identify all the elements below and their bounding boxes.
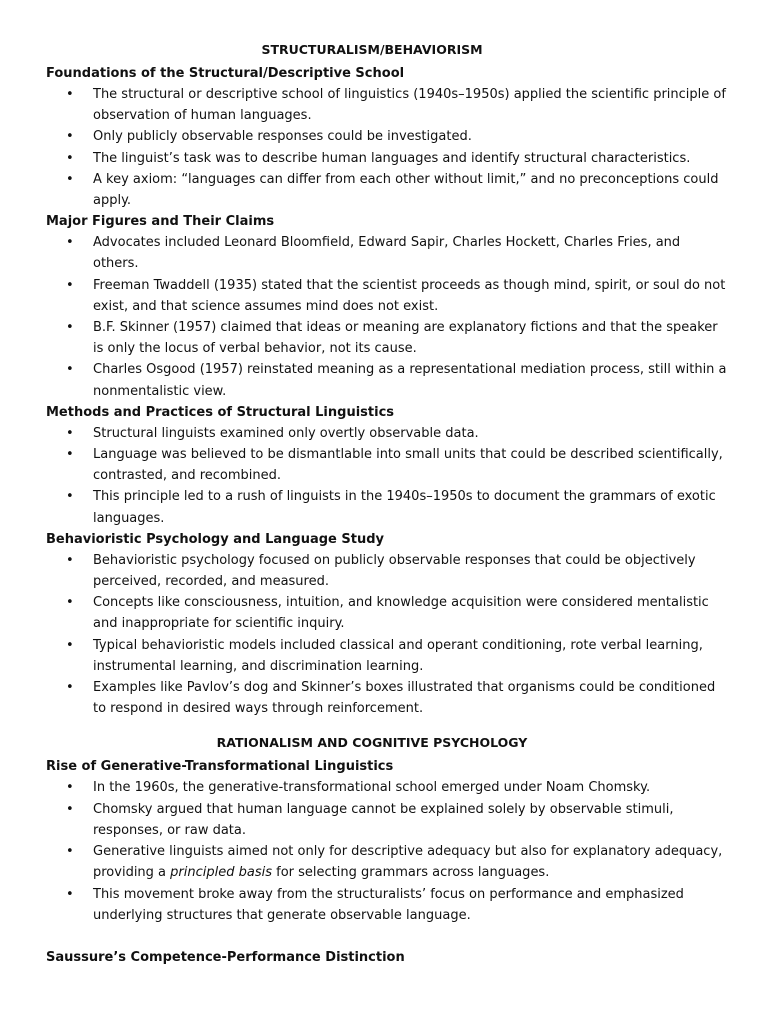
bullet-icon: • (66, 780, 74, 796)
document-subtitle: RATIONALISM AND COGNITIVE PSYCHOLOGY (216, 735, 528, 751)
section-heading-behavioristic: Behavioristic Psychology and Language Study (46, 531, 384, 547)
bullet-icon: • (66, 425, 74, 441)
bullet-icon: • (66, 171, 74, 187)
bullet-icon: • (66, 801, 74, 817)
list-item: • A key axiom: “languages can differ from each other without limit,” and no preconceptions could apply. (46, 169, 728, 211)
bullet-icon: • (66, 235, 74, 251)
list-item: • B.F. Skinner (1957) claimed that ideas or meaning are explanatory fictions and that the speaker is only the locus of verbal behavior, not its cause. (46, 317, 728, 359)
section-heading-methods: Methods and Practices of Structural Linguistics (46, 404, 395, 420)
bullet-list-methods (46, 423, 728, 529)
section-heading-major-figures: Major Figures and Their Claims (46, 214, 275, 230)
bullet-icon: • (66, 595, 74, 611)
bullet-list-generative (46, 777, 728, 925)
list-item: • Only publicly observable responses could be investigated. (46, 126, 728, 147)
list-item: • The structural or descriptive school of linguistics (1940s–1950s) applied the scientific principle of observation of human languages. (46, 84, 728, 126)
list-item: • Examples like Pavlov’s dog and Skinner’s boxes illustrated that organisms could be conditioned to respond in desired ways through reinforcement. (46, 677, 728, 719)
list-item: • Advocates included Leonard Bloomfield, Edward Sapir, Charles Hockett, Charles Fries, and others. (46, 232, 728, 274)
bullet-icon: • (66, 320, 74, 336)
list-item: • Charles Osgood (1957) reinstated meaning as a representational mediation process, still within a nonmentalistic view. (46, 359, 728, 401)
list-item: • In the 1960s, the generative-transformational school emerged under Noam Chomsky. (46, 777, 728, 798)
document-title: STRUCTURALISM/BEHAVIORISM (261, 42, 483, 57)
bullet-list-behavioristic (46, 550, 728, 720)
list-item: • Freeman Twaddell (1935) stated that the scientist proceeds as though mind, spirit, or soul do not exist, and that science assumes mind does not exist. (46, 275, 728, 317)
section-heading-saussure: Saussure’s Competence-Performance Distinction (46, 949, 405, 965)
section-heading-foundations: Foundations of the Structural/Descriptive School (46, 66, 405, 81)
list-item: • This principle led to a rush of linguists in the 1940s–1950s to document the grammars of exotic languages. (46, 486, 728, 528)
bullet-list-major-figures (46, 232, 728, 402)
list-item: • The linguist’s task was to describe human languages and identify structural characteristics. (46, 148, 728, 169)
bullet-icon: • (66, 552, 74, 568)
bullet-icon: • (66, 489, 74, 505)
list-item: • Chomsky argued that human language cannot be explained solely by observable stimuli, responses, or raw data. (46, 799, 728, 841)
list-item: • Concepts like consciousness, intuition, and knowledge acquisition were considered mentalistic and inappropriate for scientific inquiry. (46, 592, 728, 634)
list-item: • This movement broke away from the structuralists’ focus on performance and emphasized underlying structures that generate observable language. (46, 884, 728, 926)
bullet-icon: • (66, 886, 74, 902)
bullet-icon: • (66, 129, 74, 145)
bullet-icon: • (66, 277, 74, 293)
list-item: • Structural linguists examined only overtly observable data. (46, 423, 728, 444)
bullet-icon: • (66, 447, 74, 463)
list-item: • Language was believed to be dismantlable into small units that could be described scientifically, contrasted, and recombined. (46, 444, 728, 486)
bullet-icon: • (66, 637, 74, 653)
bullet-icon: • (66, 150, 74, 166)
bullet-list-foundations (46, 84, 728, 211)
list-item: • Typical behavioristic models included classical and operant conditioning, rote verbal learning, instrumental learning, and discrimination learning. (46, 635, 728, 677)
bullet-icon: • (66, 362, 74, 378)
bullet-icon: • (66, 87, 74, 102)
list-item: • Generative linguists aimed not only for descriptive adequacy but also for explanatory adequacy, providing a principled basis for selecting grammars across languages. (46, 841, 728, 883)
list-item: • Behavioristic psychology focused on publicly observable responses that could be objectively perceived, recorded, and measured. (46, 550, 728, 592)
section-heading-generative: Rise of Generative-Transformational Linguistics (46, 759, 394, 775)
italic-phrase: principled basis (170, 865, 272, 881)
bullet-icon: • (66, 680, 74, 696)
bullet-icon: • (66, 844, 74, 860)
